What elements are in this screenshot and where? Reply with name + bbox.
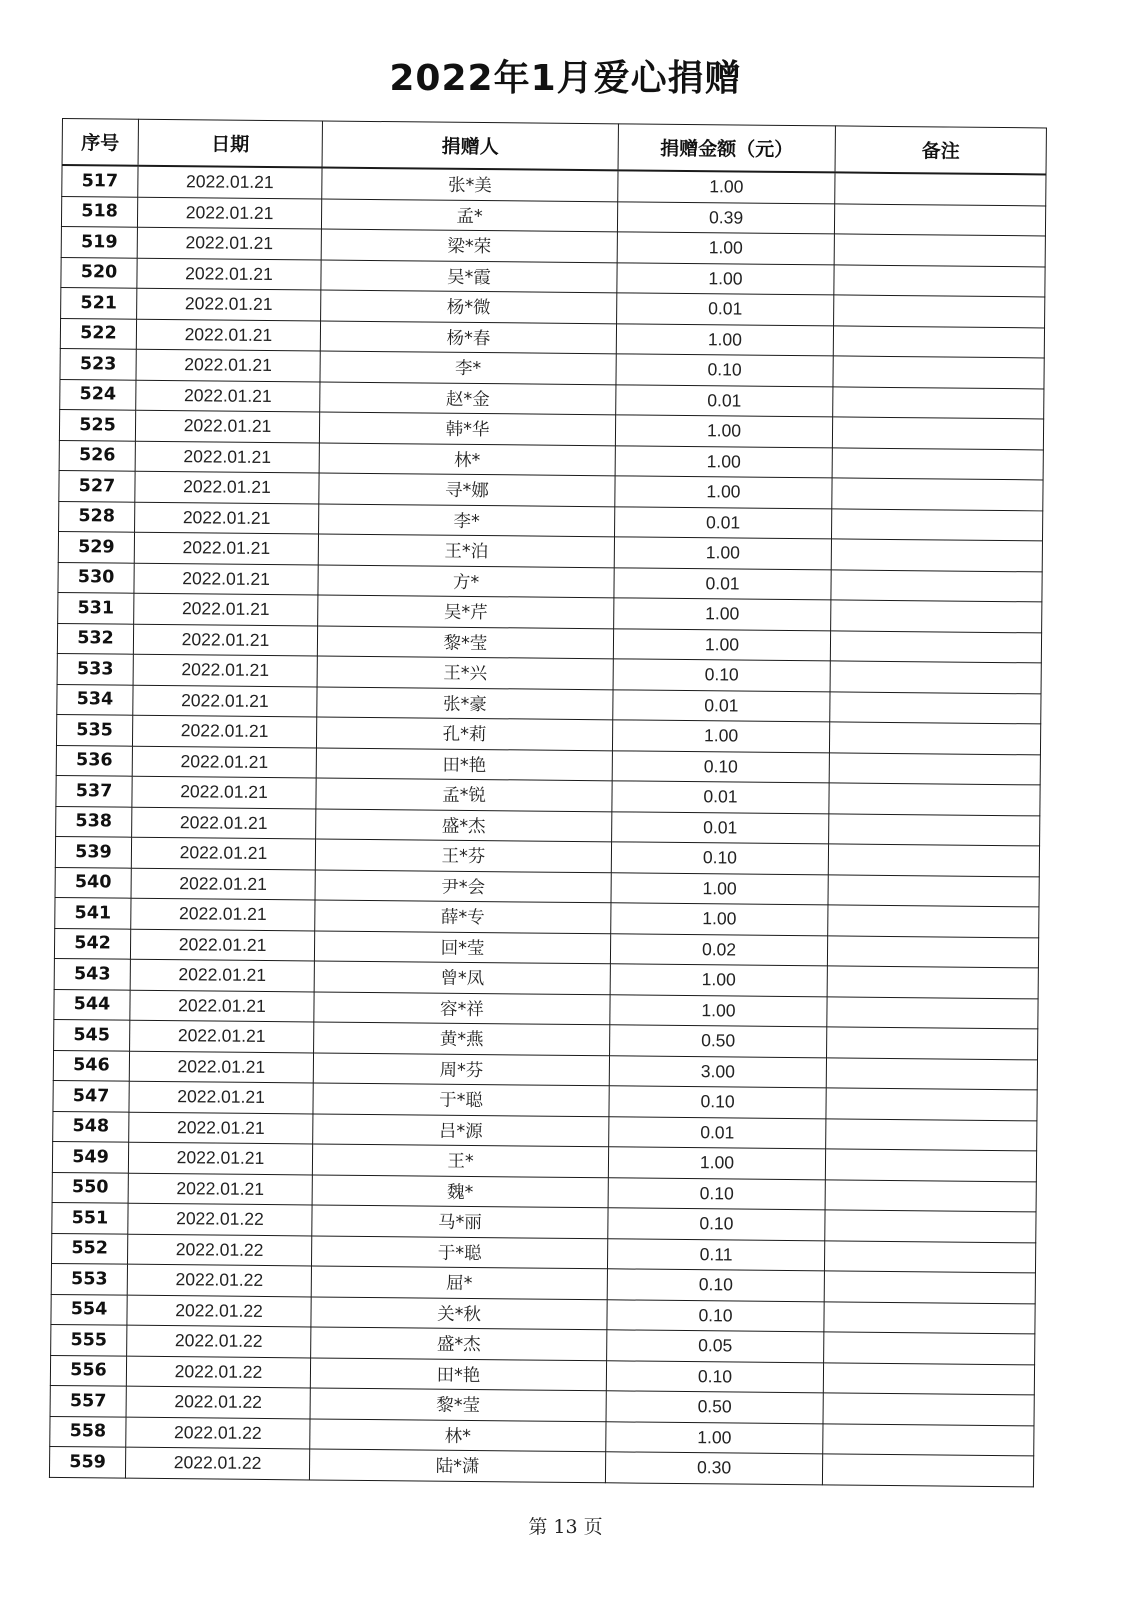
cell-donor: 盛*杰 — [316, 808, 612, 841]
cell-date: 2022.01.21 — [135, 410, 319, 442]
cell-no: 551 — [52, 1202, 128, 1233]
cell-date: 2022.01.21 — [137, 197, 321, 229]
cell-note — [832, 417, 1043, 450]
cell-date: 2022.01.21 — [134, 532, 318, 564]
cell-date: 2022.01.22 — [127, 1295, 311, 1327]
cell-donor: 寻*娜 — [319, 473, 615, 506]
cell-no: 536 — [56, 745, 132, 776]
cell-amount: 1.00 — [614, 537, 831, 570]
cell-donor: 张*豪 — [317, 686, 613, 719]
cell-note — [832, 478, 1043, 511]
cell-amount: 0.05 — [607, 1330, 824, 1363]
cell-donor: 尹*会 — [315, 869, 611, 902]
cell-note — [830, 630, 1041, 663]
cell-donor: 方* — [318, 564, 614, 597]
cell-date: 2022.01.21 — [136, 380, 320, 412]
cell-no: 541 — [55, 897, 131, 928]
cell-no: 552 — [52, 1233, 128, 1264]
cell-note — [829, 783, 1040, 816]
cell-note — [832, 447, 1043, 480]
donation-table — [49, 118, 1047, 1487]
cell-note — [826, 1057, 1037, 1090]
cell-note — [828, 844, 1039, 877]
cell-date: 2022.01.22 — [127, 1264, 311, 1296]
cell-no: 532 — [57, 623, 133, 654]
cell-date: 2022.01.21 — [130, 990, 314, 1022]
cell-amount: 0.01 — [617, 293, 834, 326]
cell-date: 2022.01.21 — [132, 715, 316, 747]
cell-donor: 容*祥 — [314, 991, 610, 1024]
cell-note — [826, 1118, 1037, 1151]
cell-amount: 0.10 — [612, 750, 829, 783]
cell-amount: 0.30 — [605, 1452, 822, 1485]
cell-donor: 魏* — [312, 1174, 608, 1207]
cell-donor: 林* — [319, 442, 615, 475]
cell-amount: 1.00 — [611, 872, 828, 905]
cell-donor: 黎*莹 — [310, 1388, 606, 1421]
cell-amount: 1.00 — [615, 445, 832, 478]
cell-donor: 关*秋 — [311, 1296, 607, 1329]
cell-no: 542 — [54, 928, 130, 959]
cell-note — [829, 752, 1040, 785]
cell-date: 2022.01.21 — [133, 624, 317, 656]
cell-amount: 0.39 — [617, 201, 834, 234]
cell-donor: 王*芬 — [315, 839, 611, 872]
cell-note — [831, 600, 1042, 633]
cell-date: 2022.01.21 — [129, 1051, 313, 1083]
cell-amount: 0.01 — [616, 384, 833, 417]
cell-amount: 0.10 — [611, 842, 828, 875]
cell-donor: 于*聪 — [313, 1083, 609, 1116]
cell-date: 2022.01.21 — [128, 1173, 312, 1205]
cell-date: 2022.01.21 — [133, 654, 317, 686]
page-number: 第 13 页 — [528, 1516, 603, 1538]
cell-note — [825, 1149, 1036, 1182]
cell-date: 2022.01.21 — [130, 959, 314, 991]
cell-no: 521 — [61, 287, 137, 318]
cell-no: 517 — [62, 165, 138, 197]
cell-no: 527 — [59, 470, 135, 501]
cell-no: 550 — [52, 1172, 128, 1203]
cell-no: 529 — [58, 531, 134, 562]
cell-no: 535 — [56, 714, 132, 745]
cell-note — [830, 661, 1041, 694]
cell-amount: 0.10 — [607, 1299, 824, 1332]
cell-donor: 田*艳 — [316, 747, 612, 780]
cell-date: 2022.01.21 — [135, 471, 319, 503]
cell-note — [835, 172, 1046, 205]
cell-date: 2022.01.22 — [126, 1356, 310, 1388]
cell-amount: 0.01 — [612, 811, 829, 844]
cell-date: 2022.01.21 — [132, 776, 316, 808]
cell-no: 558 — [50, 1416, 126, 1447]
cell-donor: 马*丽 — [312, 1205, 608, 1238]
cell-donor: 吴*霞 — [321, 259, 617, 292]
cell-date: 2022.01.21 — [137, 227, 321, 259]
cell-date: 2022.01.21 — [137, 258, 321, 290]
cell-donor: 周*芬 — [313, 1052, 609, 1085]
cell-donor: 韩*华 — [319, 412, 615, 445]
cell-date: 2022.01.21 — [131, 837, 315, 869]
cell-date: 2022.01.22 — [128, 1234, 312, 1266]
cell-no: 540 — [55, 867, 131, 898]
cell-date: 2022.01.21 — [130, 1020, 314, 1052]
cell-amount: 0.01 — [613, 689, 830, 722]
cell-no: 557 — [50, 1385, 126, 1416]
cell-note — [831, 539, 1042, 572]
cell-note — [834, 203, 1045, 236]
cell-no: 533 — [57, 653, 133, 684]
cell-note — [829, 722, 1040, 755]
cell-no: 538 — [56, 806, 132, 837]
cell-donor: 薛*专 — [315, 900, 611, 933]
cell-date: 2022.01.21 — [129, 1112, 313, 1144]
cell-note — [826, 1088, 1037, 1121]
cell-no: 555 — [51, 1324, 127, 1355]
cell-note — [833, 386, 1044, 419]
cell-amount: 0.10 — [609, 1086, 826, 1119]
cell-note — [827, 966, 1038, 999]
cell-amount: 1.00 — [617, 232, 834, 265]
cell-donor: 吴*芹 — [318, 595, 614, 628]
cell-date: 2022.01.22 — [126, 1417, 310, 1449]
cell-donor: 杨*春 — [320, 320, 616, 353]
donation-table-container — [62, 118, 1046, 1478]
cell-date: 2022.01.21 — [136, 319, 320, 351]
cell-note — [823, 1362, 1034, 1395]
cell-amount: 0.11 — [607, 1238, 824, 1271]
cell-no: 530 — [58, 562, 134, 593]
cell-date: 2022.01.21 — [128, 1142, 312, 1174]
cell-note — [834, 295, 1045, 328]
cell-amount: 0.10 — [607, 1269, 824, 1302]
cell-amount: 0.10 — [608, 1177, 825, 1210]
cell-no: 531 — [58, 592, 134, 623]
cell-donor: 林* — [310, 1418, 606, 1451]
cell-donor: 屈* — [311, 1266, 607, 1299]
cell-donor: 孟* — [321, 198, 617, 231]
cell-note — [823, 1423, 1034, 1456]
table-body — [49, 165, 1046, 1486]
cell-amount: 3.00 — [609, 1055, 826, 1088]
cell-date: 2022.01.21 — [133, 685, 317, 717]
cell-amount: 0.01 — [612, 781, 829, 814]
cell-date: 2022.01.21 — [134, 593, 318, 625]
cell-donor: 赵*金 — [320, 381, 616, 414]
cell-amount: 0.01 — [614, 567, 831, 600]
cell-note — [823, 1393, 1034, 1426]
cell-donor: 张*美 — [322, 167, 618, 201]
cell-donor: 孟*锐 — [316, 778, 612, 811]
cell-amount: 0.01 — [609, 1116, 826, 1149]
cell-donor: 王* — [312, 1144, 608, 1177]
cell-amount: 1.00 — [613, 628, 830, 661]
cell-no: 524 — [60, 379, 136, 410]
header-date: 日期 — [138, 119, 322, 167]
cell-no: 539 — [55, 836, 131, 867]
cell-no: 525 — [59, 409, 135, 440]
cell-date: 2022.01.21 — [132, 746, 316, 778]
cell-donor: 李* — [320, 351, 616, 384]
page-title: 2022年1月爱心捐赠 — [389, 58, 742, 99]
cell-date: 2022.01.21 — [131, 868, 315, 900]
cell-date: 2022.01.22 — [128, 1203, 312, 1235]
cell-amount: 1.00 — [614, 598, 831, 631]
cell-no: 528 — [59, 501, 135, 532]
cell-note — [827, 996, 1038, 1029]
cell-donor: 梁*荣 — [321, 229, 617, 262]
cell-note — [829, 813, 1040, 846]
cell-donor: 李* — [319, 503, 615, 536]
cell-amount: 1.00 — [608, 1147, 825, 1180]
cell-no: 519 — [61, 226, 137, 257]
cell-no: 520 — [61, 257, 137, 288]
cell-note — [830, 691, 1041, 724]
cell-no: 545 — [54, 1019, 130, 1050]
header-donor: 捐赠人 — [322, 121, 618, 170]
cell-no: 534 — [57, 684, 133, 715]
cell-date: 2022.01.21 — [137, 288, 321, 320]
cell-note — [831, 508, 1042, 541]
cell-amount: 0.10 — [608, 1208, 825, 1241]
cell-amount: 1.00 — [611, 903, 828, 936]
cell-note — [828, 874, 1039, 907]
cell-amount: 0.01 — [615, 506, 832, 539]
header-amount: 捐赠金额（元） — [618, 124, 835, 173]
cell-note — [824, 1332, 1035, 1365]
cell-note — [824, 1240, 1035, 1273]
cell-no: 553 — [51, 1263, 127, 1294]
cell-date: 2022.01.21 — [135, 502, 319, 534]
cell-no: 537 — [56, 775, 132, 806]
cell-note — [828, 905, 1039, 938]
cell-note — [833, 356, 1044, 389]
cell-no: 546 — [53, 1050, 129, 1081]
cell-date: 2022.01.21 — [135, 441, 319, 473]
cell-date: 2022.01.21 — [138, 166, 322, 199]
cell-date: 2022.01.22 — [127, 1325, 311, 1357]
cell-no: 543 — [54, 958, 130, 989]
cell-date: 2022.01.21 — [129, 1081, 313, 1113]
cell-date: 2022.01.21 — [131, 898, 315, 930]
cell-note — [824, 1271, 1035, 1304]
cell-no: 556 — [50, 1355, 126, 1386]
cell-amount: 1.00 — [610, 964, 827, 997]
header-no: 序号 — [62, 119, 138, 166]
cell-amount: 1.00 — [615, 476, 832, 509]
cell-amount: 0.50 — [606, 1391, 823, 1424]
cell-note — [831, 569, 1042, 602]
cell-note — [822, 1454, 1033, 1487]
cell-donor: 吕*源 — [313, 1113, 609, 1146]
cell-donor: 孔*莉 — [316, 717, 612, 750]
cell-note — [827, 935, 1038, 968]
cell-note — [834, 234, 1045, 267]
cell-amount: 1.00 — [616, 323, 833, 356]
cell-amount: 0.02 — [610, 933, 827, 966]
cell-no: 526 — [59, 440, 135, 471]
cell-amount: 0.10 — [616, 354, 833, 387]
cell-amount: 1.00 — [618, 170, 835, 203]
cell-amount: 0.10 — [613, 659, 830, 692]
cell-no: 549 — [52, 1141, 128, 1172]
cell-note — [825, 1179, 1036, 1212]
cell-amount: 1.00 — [606, 1421, 823, 1454]
cell-amount: 1.00 — [610, 994, 827, 1027]
cell-no: 544 — [54, 989, 130, 1020]
cell-donor: 田*艳 — [310, 1357, 606, 1390]
cell-donor: 曾*凤 — [314, 961, 610, 994]
cell-date: 2022.01.21 — [130, 929, 314, 961]
cell-donor: 盛*杰 — [311, 1327, 607, 1360]
cell-note — [825, 1210, 1036, 1243]
cell-date: 2022.01.21 — [132, 807, 316, 839]
cell-amount: 1.00 — [615, 415, 832, 448]
cell-donor: 黄*燕 — [314, 1022, 610, 1055]
cell-date: 2022.01.21 — [136, 349, 320, 381]
cell-donor: 回*莹 — [314, 930, 610, 963]
cell-no: 522 — [60, 318, 136, 349]
cell-note — [827, 1027, 1038, 1060]
cell-no: 559 — [49, 1446, 125, 1477]
cell-no: 523 — [60, 348, 136, 379]
cell-note — [834, 264, 1045, 297]
cell-donor: 王*泊 — [318, 534, 614, 567]
cell-amount: 1.00 — [617, 262, 834, 295]
cell-date: 2022.01.21 — [134, 563, 318, 595]
cell-no: 518 — [61, 196, 137, 227]
cell-no: 548 — [53, 1111, 129, 1142]
cell-date: 2022.01.22 — [126, 1386, 310, 1418]
cell-date: 2022.01.22 — [125, 1447, 309, 1479]
cell-no: 547 — [53, 1080, 129, 1111]
cell-note — [833, 325, 1044, 358]
cell-note — [824, 1301, 1035, 1334]
cell-amount: 0.50 — [610, 1025, 827, 1058]
cell-donor: 黎*莹 — [317, 625, 613, 658]
cell-donor: 于*聪 — [311, 1235, 607, 1268]
cell-amount: 0.10 — [606, 1360, 823, 1393]
cell-donor: 杨*微 — [321, 290, 617, 323]
header-note: 备注 — [835, 126, 1046, 175]
cell-amount: 1.00 — [612, 720, 829, 753]
cell-donor: 陆*潇 — [309, 1449, 605, 1482]
cell-no: 554 — [51, 1294, 127, 1325]
cell-donor: 王*兴 — [317, 656, 613, 689]
